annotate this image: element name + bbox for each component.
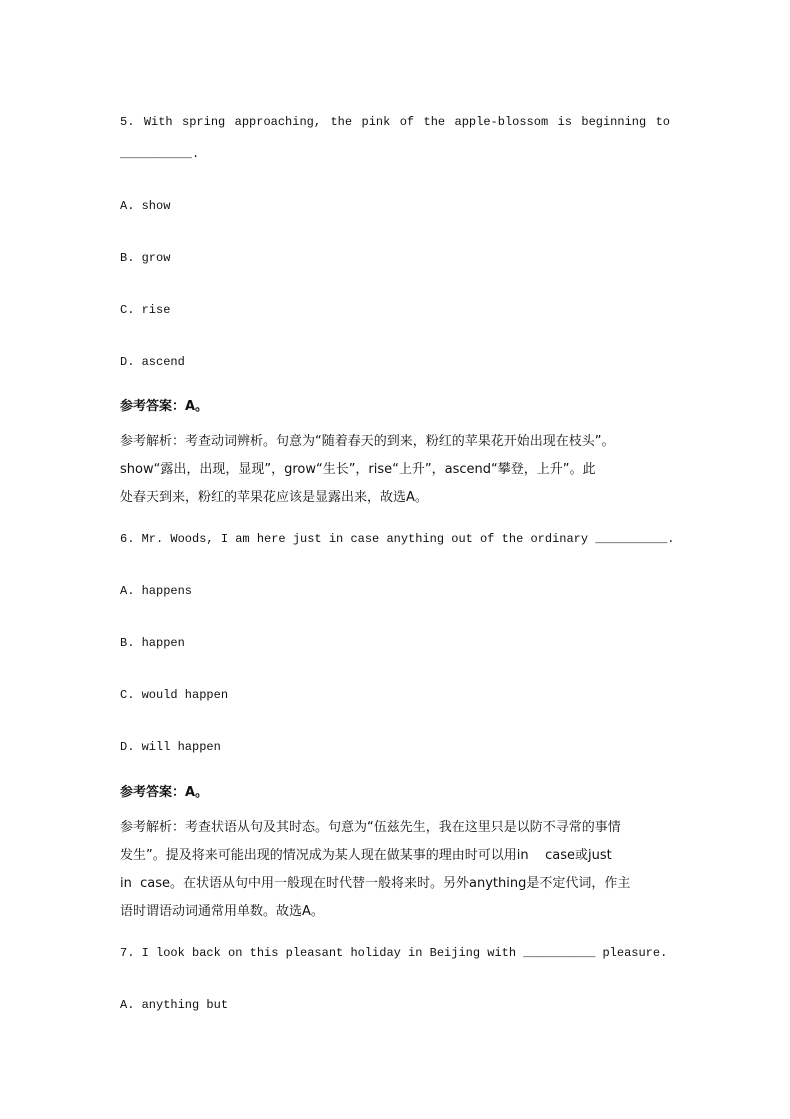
question-5-option-b: B. grow	[120, 251, 171, 265]
question-5-explanation-line: 处春天到来，粉红的苹果花应该是显露出来，故选A。	[120, 490, 428, 505]
question-7-stem: 7. I look back on this pleasant holiday in Beijing with __________ pleasure.	[120, 946, 668, 960]
question-5-blank: __________.	[120, 147, 200, 161]
question-5-stem: 5. With spring approaching, the pink of the apple-blossom is beginning to	[120, 115, 670, 129]
question-6-explanation-line: 参考解析：考查状语从句及其时态。句意为“伍兹先生，我在这里只是以防不寻常的事情	[120, 820, 621, 835]
question-6-explanation-line: in case。在状语从句中用一般现在时代替一般将来时。另外anything是不定代词，作主	[120, 876, 631, 891]
question-6-explanation-line: 语时谓语动词通常用单数。故选A。	[120, 904, 324, 919]
question-6-option-d: D. will happen	[120, 740, 221, 754]
question-6-stem: 6. Mr. Woods, I am here just in case anything out of the ordinary __________.	[120, 532, 675, 546]
question-6-option-a: A. happens	[120, 584, 193, 598]
question-6-option-b: B. happen	[120, 636, 185, 650]
question-5-answer: 参考答案：A。	[120, 399, 209, 414]
question-5-explanation-line: 参考解析：考查动词辨析。句意为“随着春天的到来，粉红的苹果花开始出现在枝头”。	[120, 434, 615, 449]
question-6-explanation-line: 发生”。提及将来可能出现的情况成为某人现在做某事的理由时可以用in case或just	[120, 848, 612, 863]
question-6-option-c: C. would happen	[120, 688, 229, 702]
question-7-option-a: A. anything but	[120, 998, 229, 1012]
question-5-option-c: C. rise	[120, 303, 171, 317]
question-6-answer: 参考答案：A。	[120, 785, 209, 800]
question-5-option-a: A. show	[120, 199, 171, 213]
question-5-option-d: D. ascend	[120, 355, 185, 369]
question-5-explanation-line: show“露出，出现，显现”，grow“生长”，rise“上升”，ascend“攀登，上升”。此	[120, 462, 596, 477]
